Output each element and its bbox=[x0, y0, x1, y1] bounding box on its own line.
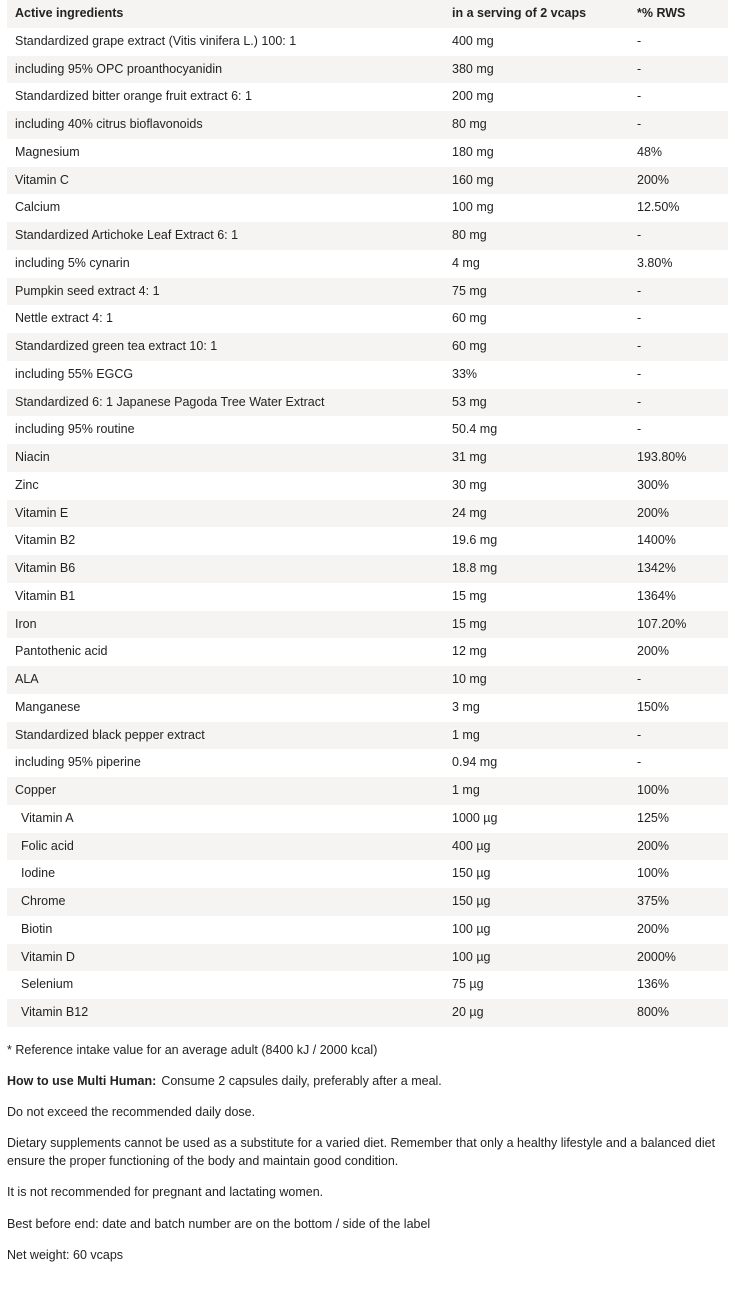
table-row bbox=[7, 194, 728, 222]
ingredient-amount: 4 mg bbox=[452, 255, 480, 270]
ingredient-name: Vitamin E bbox=[15, 505, 69, 520]
ingredient-amount: 3 mg bbox=[452, 699, 480, 714]
note-how-to-use bbox=[7, 1072, 728, 1090]
table-row bbox=[7, 694, 728, 722]
table-row bbox=[7, 278, 728, 306]
ingredient-rws: 1342% bbox=[637, 561, 676, 575]
table-row bbox=[7, 971, 728, 999]
table-row bbox=[7, 56, 728, 84]
ingredient-amount: 24 mg bbox=[452, 505, 487, 520]
ingredient-name: Vitamin A bbox=[21, 810, 74, 825]
table-row bbox=[7, 749, 728, 777]
ingredient-rws: 2000% bbox=[637, 949, 676, 964]
how-to-use-text: Consume 2 capsules daily, preferably after a meal. bbox=[161, 1073, 442, 1088]
note-pregnancy-warning: It is not recommended for pregnant and lactating women. bbox=[7, 1185, 324, 1200]
ingredient-rws: 136% bbox=[637, 977, 669, 992]
note-net-weight: Net weight: 60 vcaps bbox=[7, 1247, 124, 1262]
table-row bbox=[7, 222, 728, 250]
ingredient-amount: 75 mg bbox=[452, 283, 487, 298]
table-row bbox=[7, 472, 728, 500]
ingredient-rws: 150% bbox=[637, 699, 669, 714]
ingredient-amount: 18.8 mg bbox=[452, 561, 498, 575]
table-row bbox=[7, 361, 728, 389]
column-header-amount: in a serving of 2 vcaps bbox=[452, 6, 587, 20]
ingredient-name: Vitamin D bbox=[21, 949, 75, 964]
table-row bbox=[7, 111, 728, 139]
ingredient-amount: 20 µg bbox=[452, 1005, 484, 1019]
ingredient-rws: 300% bbox=[637, 477, 669, 492]
ingredient-amount: 0.94 mg bbox=[452, 755, 498, 770]
table-row bbox=[7, 722, 728, 750]
ingredient-name: Biotin bbox=[21, 921, 53, 936]
ingredient-name: Copper bbox=[15, 783, 56, 797]
ingredient-rws: - bbox=[637, 89, 642, 104]
ingredient-name: Nettle extract 4: 1 bbox=[15, 311, 113, 326]
ingredient-name: Standardized Artichoke Leaf Extract 6: 1 bbox=[15, 228, 239, 242]
table-row bbox=[7, 860, 728, 888]
ingredient-name: Standardized black pepper extract bbox=[15, 727, 205, 742]
ingredient-name: Selenium bbox=[21, 977, 74, 992]
table-row bbox=[7, 666, 728, 694]
note-dose-warning: Do not exceed the recommended daily dose. bbox=[7, 1105, 256, 1119]
ingredient-name: Folic acid bbox=[21, 838, 74, 853]
ingredient-amount: 400 µg bbox=[452, 838, 491, 853]
ingredient-rws: 375% bbox=[637, 894, 669, 908]
ingredient-rws: 107.20% bbox=[637, 616, 687, 631]
ingredient-rws: - bbox=[637, 33, 642, 48]
ingredient-amount: 10 mg bbox=[452, 672, 487, 686]
ingredient-name: including 55% EGCG bbox=[15, 366, 134, 381]
ingredient-name: Zinc bbox=[15, 477, 39, 492]
ingredient-name: Pantothenic acid bbox=[15, 644, 108, 659]
ingredient-rws: - bbox=[637, 339, 642, 353]
table-row bbox=[7, 139, 728, 167]
ingredient-name: including 5% cynarin bbox=[15, 255, 130, 270]
ingredient-rws: 193.80% bbox=[637, 450, 687, 464]
ingredient-rws: 12.50% bbox=[637, 200, 680, 215]
ingredient-rws: - bbox=[637, 672, 642, 686]
ingredient-amount: 80 mg bbox=[452, 228, 487, 242]
ingredient-amount: 1000 µg bbox=[452, 810, 498, 825]
ingredient-name: Vitamin B12 bbox=[21, 1005, 89, 1019]
ingredient-name: Vitamin B6 bbox=[15, 561, 76, 575]
ingredient-rws: 200% bbox=[637, 838, 669, 853]
table-row bbox=[7, 916, 728, 944]
ingredient-amount: 50.4 mg bbox=[452, 422, 498, 437]
table-row bbox=[7, 833, 728, 861]
notes-section bbox=[7, 1027, 728, 1295]
ingredient-name: including 95% OPC proanthocyanidin bbox=[15, 61, 223, 76]
ingredient-name: ALA bbox=[15, 672, 39, 686]
ingredient-rws: 200% bbox=[637, 921, 669, 936]
table-row bbox=[7, 555, 728, 583]
ingredient-amount: 60 mg bbox=[452, 311, 487, 326]
ingredient-name: including 40% citrus bioflavonoids bbox=[15, 117, 203, 131]
table-row bbox=[7, 999, 728, 1027]
table-header-row bbox=[7, 0, 728, 28]
ingredient-name: Iron bbox=[15, 616, 37, 631]
ingredient-amount: 100 µg bbox=[452, 949, 491, 964]
note-disclaimer: Dietary supplements cannot be used as a substitute for a varied diet. Remember that only a healthy lifestyle and a balanced diet ensure the proper functioning of the body and maintain good condition. bbox=[7, 1136, 716, 1169]
ingredient-rws: - bbox=[637, 394, 642, 409]
ingredient-amount: 1 mg bbox=[452, 727, 480, 742]
ingredient-amount: 75 µg bbox=[452, 977, 484, 992]
ingredient-rws: 100% bbox=[637, 783, 669, 797]
ingredient-rws: 1400% bbox=[637, 533, 676, 548]
ingredient-rws: - bbox=[637, 755, 642, 770]
table-row bbox=[7, 777, 728, 805]
ingredient-name: Standardized bitter orange fruit extract 6: 1 bbox=[15, 89, 252, 104]
ingredients-table bbox=[7, 0, 728, 1027]
ingredient-rws: 200% bbox=[637, 644, 669, 659]
table-row bbox=[7, 389, 728, 417]
ingredient-amount: 30 mg bbox=[452, 477, 487, 492]
ingredient-rws: - bbox=[637, 283, 642, 298]
table-row bbox=[7, 638, 728, 666]
ingredient-amount: 180 mg bbox=[452, 144, 494, 159]
ingredient-name: Manganese bbox=[15, 699, 81, 714]
table-head bbox=[7, 0, 728, 28]
table-row bbox=[7, 583, 728, 611]
ingredient-rws: - bbox=[637, 228, 642, 242]
ingredient-name: including 95% piperine bbox=[15, 755, 141, 770]
table-row bbox=[7, 416, 728, 444]
table-row bbox=[7, 83, 728, 111]
note-reference-intake: * Reference intake value for an average adult (8400 kJ / 2000 kcal) bbox=[7, 1042, 378, 1057]
ingredient-name: Magnesium bbox=[15, 144, 80, 159]
ingredient-rws: - bbox=[637, 61, 642, 76]
ingredient-name: Chrome bbox=[21, 894, 66, 908]
table-row bbox=[7, 28, 728, 56]
ingredient-name: Vitamin C bbox=[15, 172, 69, 187]
ingredient-rws: 800% bbox=[637, 1005, 669, 1019]
ingredient-amount: 200 mg bbox=[452, 89, 494, 104]
ingredient-amount: 53 mg bbox=[452, 394, 487, 409]
ingredient-name: Vitamin B1 bbox=[15, 588, 76, 603]
ingredient-rws: 3.80% bbox=[637, 255, 673, 270]
ingredient-amount: 19.6 mg bbox=[452, 533, 498, 548]
ingredient-name: Standardized 6: 1 Japanese Pagoda Tree Water Extract bbox=[15, 394, 325, 409]
ingredient-name: Vitamin B2 bbox=[15, 533, 76, 548]
table-body bbox=[7, 28, 728, 1027]
ingredient-rws: 1364% bbox=[637, 588, 676, 603]
ingredient-amount: 150 µg bbox=[452, 866, 491, 881]
ingredient-amount: 31 mg bbox=[452, 450, 487, 464]
table-row bbox=[7, 500, 728, 528]
ingredient-name: Iodine bbox=[21, 866, 56, 881]
ingredient-rws: 100% bbox=[637, 866, 669, 881]
table-row bbox=[7, 444, 728, 472]
ingredient-amount: 15 mg bbox=[452, 616, 487, 631]
note-best-before: Best before end: date and batch number are on the bottom / side of the label bbox=[7, 1216, 431, 1231]
ingredient-rws: - bbox=[637, 422, 642, 437]
ingredient-amount: 100 µg bbox=[452, 921, 491, 936]
ingredient-rws: - bbox=[637, 366, 642, 381]
ingredient-rws: 200% bbox=[637, 505, 669, 520]
ingredient-name: including 95% routine bbox=[15, 422, 135, 437]
ingredient-amount: 380 mg bbox=[452, 61, 494, 76]
column-header-rws: *% RWS bbox=[637, 6, 686, 20]
table-row bbox=[7, 250, 728, 278]
table-row bbox=[7, 888, 728, 916]
table-row bbox=[7, 805, 728, 833]
ingredient-amount: 150 µg bbox=[452, 894, 491, 908]
ingredient-name: Calcium bbox=[15, 200, 61, 215]
ingredient-amount: 12 mg bbox=[452, 644, 487, 659]
ingredient-name: Standardized grape extract (Vitis vinifera L.) 100: 1 bbox=[15, 33, 297, 48]
ingredient-name: Pumpkin seed extract 4: 1 bbox=[15, 283, 160, 298]
ingredient-amount: 33% bbox=[452, 366, 478, 381]
table-row bbox=[7, 333, 728, 361]
ingredient-rws: 200% bbox=[637, 172, 669, 187]
table-row bbox=[7, 305, 728, 333]
table-row bbox=[7, 611, 728, 639]
column-header-name: Active ingredients bbox=[15, 6, 124, 20]
ingredient-amount: 160 mg bbox=[452, 172, 494, 187]
table-row bbox=[7, 944, 728, 972]
ingredient-rws: 48% bbox=[637, 144, 663, 159]
ingredient-rws: - bbox=[637, 727, 642, 742]
ingredient-name: Standardized green tea extract 10: 1 bbox=[15, 339, 218, 353]
ingredient-amount: 60 mg bbox=[452, 339, 487, 353]
bottom-spacer bbox=[7, 1277, 728, 1295]
table-row bbox=[7, 167, 728, 195]
ingredient-amount: 15 mg bbox=[452, 588, 487, 603]
ingredient-amount: 100 mg bbox=[452, 200, 494, 215]
table-row bbox=[7, 527, 728, 555]
ingredient-amount: 1 mg bbox=[452, 783, 480, 797]
ingredient-rws: - bbox=[637, 311, 642, 326]
ingredient-rws: - bbox=[637, 117, 642, 131]
how-to-use-label: How to use Multi Human: bbox=[7, 1073, 157, 1088]
ingredient-amount: 80 mg bbox=[452, 117, 487, 131]
ingredient-amount: 400 mg bbox=[452, 33, 494, 48]
ingredient-rws: 125% bbox=[637, 810, 669, 825]
ingredient-name: Niacin bbox=[15, 450, 50, 464]
